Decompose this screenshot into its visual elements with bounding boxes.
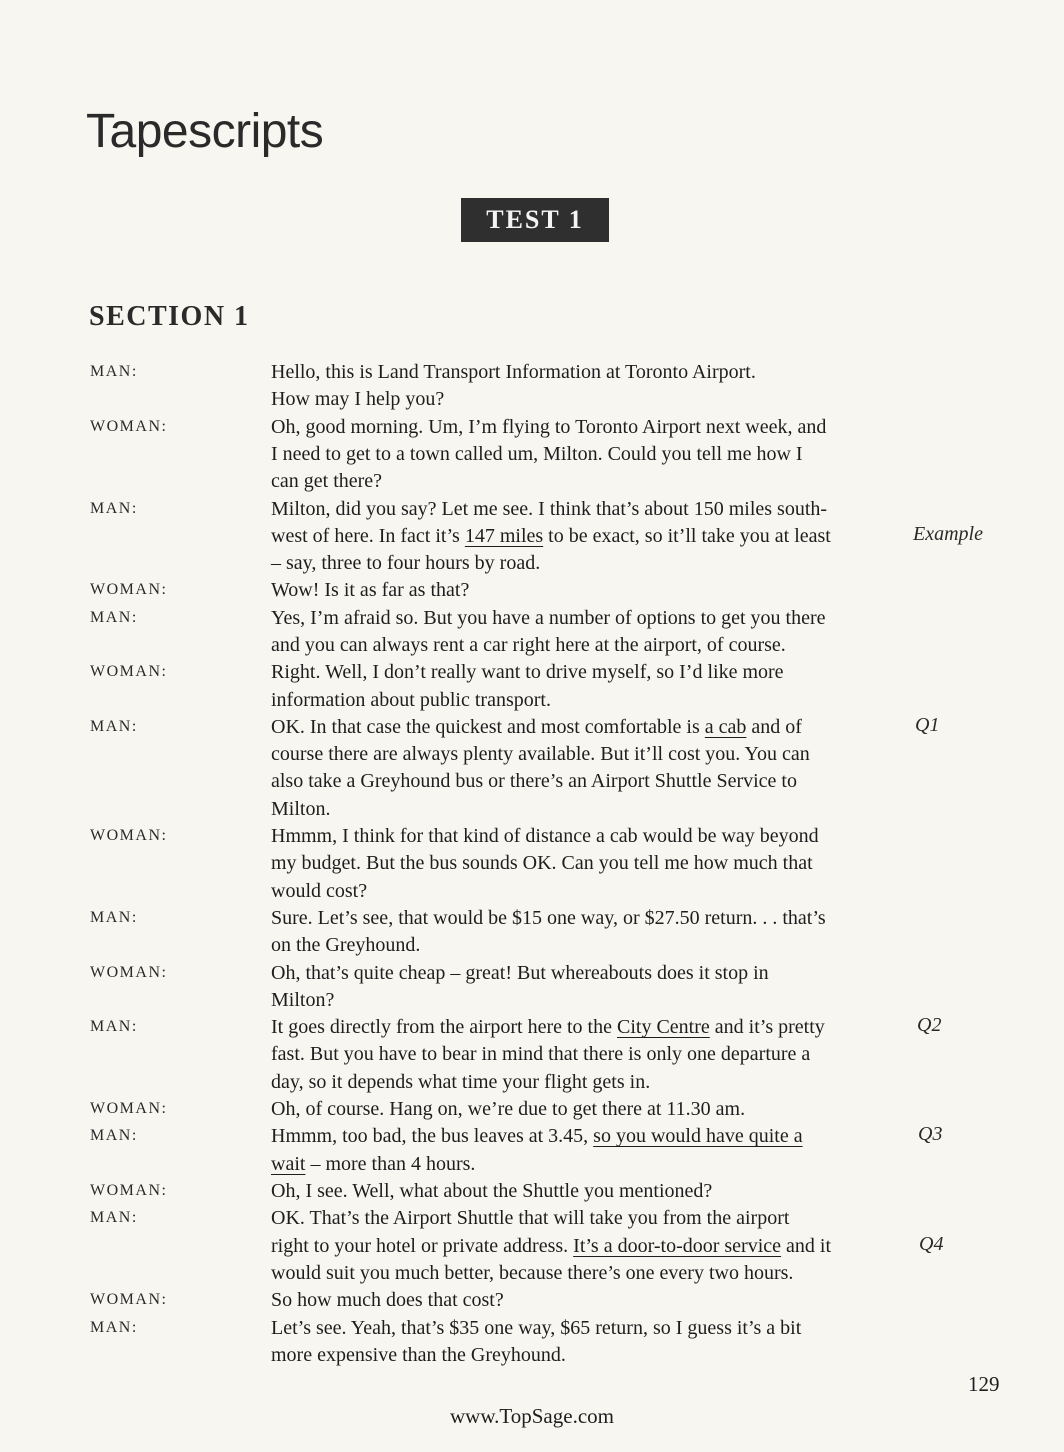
text-segment: course there are always plenty available. But it’ll cost you. You can: [271, 743, 810, 766]
section-heading: SECTION 1: [89, 301, 250, 332]
utterance-line: [271, 932, 931, 959]
text-segment: Right. Well, I don’t really want to drive myself, so I’d like more: [271, 661, 784, 684]
text-segment: How may I help you?: [271, 388, 445, 411]
utterance-text: [271, 496, 931, 578]
utterance-line: [271, 878, 931, 905]
utterance-text: [271, 1315, 931, 1370]
utterance-line: [271, 1123, 931, 1150]
utterance-line: [271, 768, 931, 795]
utterance-line: [271, 577, 931, 604]
text-segment: right to your hotel or private address.: [271, 1234, 574, 1257]
text-segment: to be exact, so it’ll take you at least: [543, 524, 831, 547]
utterance-line: [271, 823, 931, 850]
utterance-line: [271, 1233, 931, 1260]
text-segment: Hmmm, too bad, the bus leaves at 3.45,: [271, 1125, 594, 1148]
speaker-label: WOMAN:: [90, 663, 168, 681]
question-marker: Example: [913, 522, 983, 545]
utterance-line: [271, 905, 931, 932]
utterance-text: [271, 1096, 931, 1123]
utterance-text: [271, 960, 931, 1015]
utterance-line: [271, 1342, 931, 1369]
utterance-text: [271, 1287, 931, 1314]
text-segment: day, so it depends what time your flight gets in.: [271, 1070, 651, 1093]
utterance-text: [271, 414, 931, 496]
text-segment: Milton, did you say? Let me see. I think that’s about 150 miles south-: [271, 497, 828, 520]
answer-underline: It’s a door-to-door service: [573, 1234, 782, 1257]
utterance-line: [271, 550, 931, 577]
speaker-label: WOMAN:: [90, 1291, 168, 1309]
text-segment: Oh, good morning. Um, I’m flying to Toronto Airport next week, and: [271, 415, 827, 438]
text-segment: Oh, I see. Well, what about the Shuttle you mentioned?: [271, 1180, 713, 1202]
text-segment: It goes directly from the airport here to the: [271, 1016, 617, 1039]
question-marker: Q3: [918, 1123, 943, 1146]
utterance-line: [271, 1260, 931, 1287]
answer-underline: City Centre: [617, 1016, 710, 1039]
speaker-label: MAN:: [90, 608, 138, 626]
utterance-line: [271, 987, 931, 1014]
utterance-text: [271, 1178, 931, 1205]
speaker-label: MAN:: [90, 1209, 138, 1227]
test-label-badge: TEST 1: [461, 198, 609, 242]
utterance-line: [271, 659, 931, 686]
utterance-line: [271, 441, 931, 468]
utterance-line: [271, 1014, 931, 1041]
utterance-line: [271, 605, 931, 632]
utterance-line: [271, 741, 931, 768]
utterance-line: [271, 386, 931, 413]
text-segment: So how much does that cost?: [271, 1289, 504, 1312]
speaker-label: WOMAN:: [90, 581, 168, 599]
question-marker: Q1: [915, 713, 940, 736]
speaker-label: MAN:: [90, 1318, 138, 1336]
text-segment: more expensive than the Greyhound.: [271, 1343, 566, 1366]
text-segment: Milton.: [271, 797, 331, 820]
utterance-line: [271, 1287, 931, 1314]
text-segment: OK. That’s the Airport Shuttle that will take you from the airport: [271, 1207, 790, 1230]
utterance-text: [271, 659, 931, 714]
page-number: 129: [968, 1372, 1000, 1396]
utterance-line: [271, 632, 931, 659]
text-segment: and you can always rent a car right here at the airport, of course.: [271, 633, 786, 656]
utterance-text: [271, 359, 931, 414]
utterance-text: [271, 1205, 931, 1287]
utterance-text: [271, 714, 931, 823]
text-segment: and it: [781, 1234, 832, 1257]
utterance-line: [271, 468, 931, 495]
text-segment: and of: [746, 715, 802, 738]
text-segment: Hmmm, I think for that kind of distance a cab would be way beyond: [271, 825, 819, 848]
text-segment: I need to get to a town called um, Milton. Could you tell me how I: [271, 442, 803, 465]
text-segment: would suit you much better, because there’s one every two hours.: [271, 1261, 794, 1284]
text-segment: fast. But you have to bear in mind that there is only one departure a: [271, 1043, 811, 1066]
utterance-text: [271, 1123, 931, 1178]
text-segment: Let’s see. Yeah, that’s $35 one way, $65 return, so I guess it’s a bit: [271, 1316, 802, 1339]
text-segment: Oh, of course. Hang on, we’re due to get there at 11.30 am.: [271, 1098, 746, 1121]
utterance-text: [271, 823, 931, 905]
speaker-label: MAN:: [90, 1018, 138, 1036]
utterance-line: [271, 1096, 931, 1123]
question-marker: Q2: [917, 1014, 942, 1037]
utterance-line: [271, 687, 931, 714]
answer-underline: a cab: [704, 715, 747, 738]
utterance-line: [271, 796, 931, 823]
text-segment: Sure. Let’s see, that would be $15 one way, or $27.50 return. . . that’s: [271, 907, 826, 929]
text-segment: Hello, this is Land Transport Information at Toronto Airport.: [271, 361, 756, 383]
page-title: Tapescripts: [86, 105, 324, 158]
utterance-text: [271, 905, 931, 960]
utterance-text: [271, 577, 931, 604]
text-segment: can get there?: [271, 470, 383, 493]
utterance-line: [271, 1178, 931, 1205]
speaker-label: MAN:: [90, 499, 138, 517]
question-marker: Q4: [919, 1232, 944, 1255]
utterance-text: [271, 1014, 931, 1096]
speaker-label: MAN:: [90, 1127, 138, 1145]
speaker-label: WOMAN:: [90, 1100, 168, 1118]
text-segment: Oh, that’s quite cheap – great! But whereabouts does it stop in: [271, 961, 769, 984]
text-segment: – say, three to four hours by road.: [271, 552, 541, 575]
text-segment: OK. In that case the quickest and most comfortable is: [271, 715, 705, 738]
text-segment: my budget. But the bus sounds OK. Can you tell me how much that: [271, 852, 813, 875]
utterance-line: [271, 359, 931, 386]
utterance-line: [271, 414, 931, 441]
utterance-line: [271, 496, 931, 523]
utterance-line: [271, 960, 931, 987]
speaker-label: WOMAN:: [90, 417, 168, 435]
text-segment: west of here. In fact it’s: [271, 524, 465, 547]
text-segment: – more than 4 hours.: [305, 1152, 476, 1175]
text-segment: Milton?: [271, 988, 335, 1011]
text-segment: also take a Greyhound bus or there’s an Airport Shuttle Service to: [271, 770, 797, 793]
speaker-label: MAN:: [90, 363, 138, 380]
text-segment: on the Greyhound.: [271, 934, 421, 957]
text-segment: Yes, I’m afraid so. But you have a number of options to get you there: [271, 606, 826, 629]
utterance-line: [271, 523, 931, 550]
answer-underline: so you would have quite a: [593, 1125, 803, 1148]
text-segment: and it’s pretty: [709, 1016, 825, 1039]
utterance-line: [271, 1041, 931, 1068]
speaker-label: WOMAN:: [90, 827, 168, 845]
speaker-label: WOMAN:: [90, 1182, 168, 1199]
answer-underline: 147 miles: [464, 524, 544, 547]
speaker-label: MAN:: [90, 909, 138, 926]
utterance-text: [271, 605, 931, 660]
utterance-line: [271, 1315, 931, 1342]
utterance-line: [271, 850, 931, 877]
text-segment: Wow! Is it as far as that?: [271, 579, 470, 602]
text-segment: information about public transport.: [271, 688, 551, 711]
answer-underline: wait: [271, 1152, 306, 1175]
text-segment: would cost?: [271, 879, 368, 902]
utterance-line: [271, 1205, 931, 1232]
speaker-label: MAN:: [90, 717, 138, 735]
utterance-line: [271, 1069, 931, 1096]
speaker-label: WOMAN:: [90, 963, 168, 981]
utterance-line: [271, 1151, 931, 1178]
footer-url: www.TopSage.com: [450, 1404, 614, 1428]
utterance-line: [271, 714, 931, 741]
